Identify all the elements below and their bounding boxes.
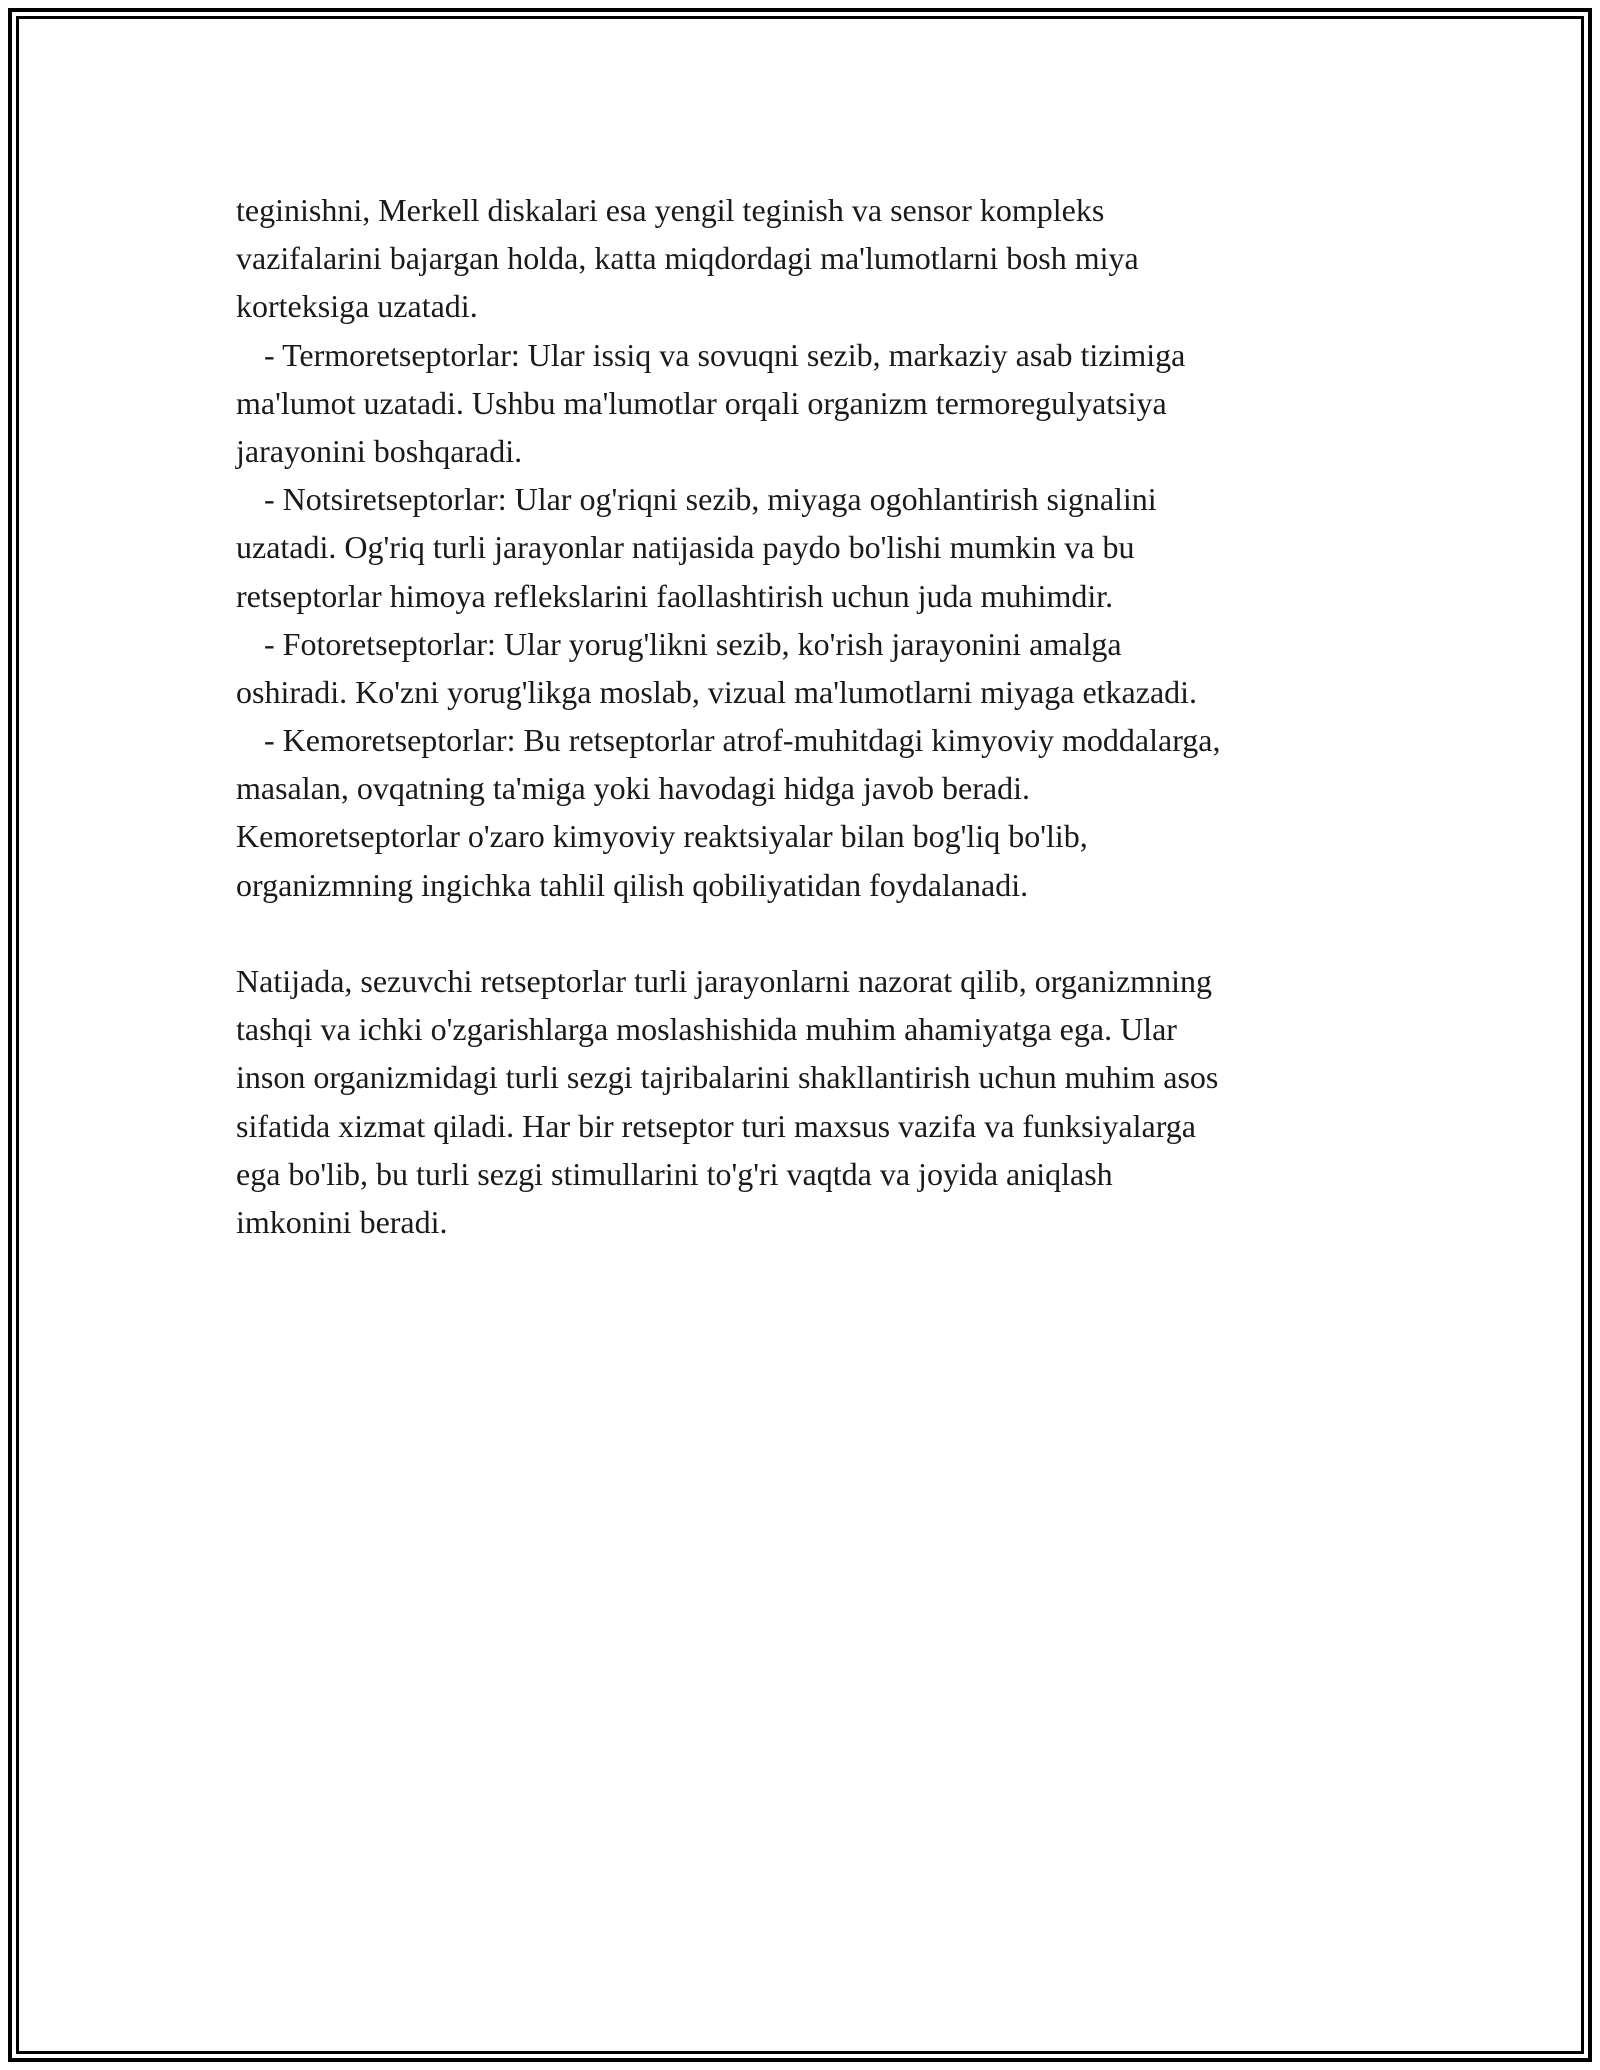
text-line: retseptorlar himoya reflekslarini faollashtirish uchun juda muhimdir. (236, 577, 1114, 614)
text-line: inson organizmidagi turli sezgi tajribalarini shakllantirish uchun muhim asos (236, 1059, 1219, 1096)
text-line: organizmning ingichka tahlil qilish qobiliyatidan foydalanadi. (236, 866, 1029, 903)
text-line: Natijada, sezuvchi retseptorlar turli jarayonlarni nazorat qilib, organizmning (236, 963, 1212, 999)
text-line: oshiradi. Ko'zni yorug'likga moslab, vizual ma'lumotlarni miyaga etkazadi. (236, 673, 1198, 710)
paragraph-gap (236, 909, 1376, 957)
text-line: uzatadi. Og'riq turli jarayonlar natijasida paydo bo'lishi mumkin va bu (236, 529, 1135, 566)
list-item-fotoretseptorlar (236, 620, 1376, 716)
text-line: tashqi va ichki o'zgarishlarga moslashishida muhim ahamiyatga ega. Ular (236, 1011, 1177, 1048)
paragraph-merkell-continuation (236, 186, 1376, 331)
text-line: Kemoretseptorlar o'zaro kimyoviy reaktsiyalar bilan bog'liq bo'lib, (236, 818, 1088, 855)
text-line: sifatida xizmat qiladi. Har bir retseptor turi maxsus vazifa va funksiyalarga (236, 1107, 1196, 1144)
paragraph-conclusion (236, 957, 1376, 1246)
text-line: jarayonini boshqaradi. (236, 432, 523, 469)
text-line: teginishni, Merkell diskalari esa yengil teginish va sensor kompleks (236, 192, 1105, 228)
list-item-kemoretseptorlar (236, 716, 1376, 909)
text-line: imkonini beradi. (236, 1203, 448, 1240)
text-line: vazifalarini bajargan holda, katta miqdordagi ma'lumotlarni bosh miya (236, 240, 1139, 277)
document-body (236, 186, 1376, 1246)
text-line: ma'lumot uzatadi. Ushbu ma'lumotlar orqali organizm termoregulyatsiya (236, 384, 1167, 421)
text-line: - Notsiretseptorlar: Ular og'riqni sezib, miyaga ogohlantirish signalini (264, 481, 1157, 518)
text-line: - Termoretseptorlar: Ular issiq va sovuqni sezib, markaziy asab tizimiga (264, 336, 1186, 373)
text-line: - Fotoretseptorlar: Ular yorug'likni sezib, ko'rish jarayonini amalga (264, 625, 1122, 662)
text-line: - Kemoretseptorlar: Bu retseptorlar atrof-muhitdagi kimyoviy moddalarga, (264, 722, 1221, 759)
text-line: masalan, ovqatning ta'miga yoki havodagi hidga javob beradi. (236, 770, 1030, 807)
list-item-notsiretseptorlar (236, 475, 1376, 620)
text-line: ega bo'lib, bu turli sezgi stimullarini to'g'ri vaqtda va joyida aniqlash (236, 1155, 1113, 1192)
text-line: korteksiga uzatadi. (236, 288, 478, 325)
list-item-termoretseptorlar (236, 331, 1376, 476)
